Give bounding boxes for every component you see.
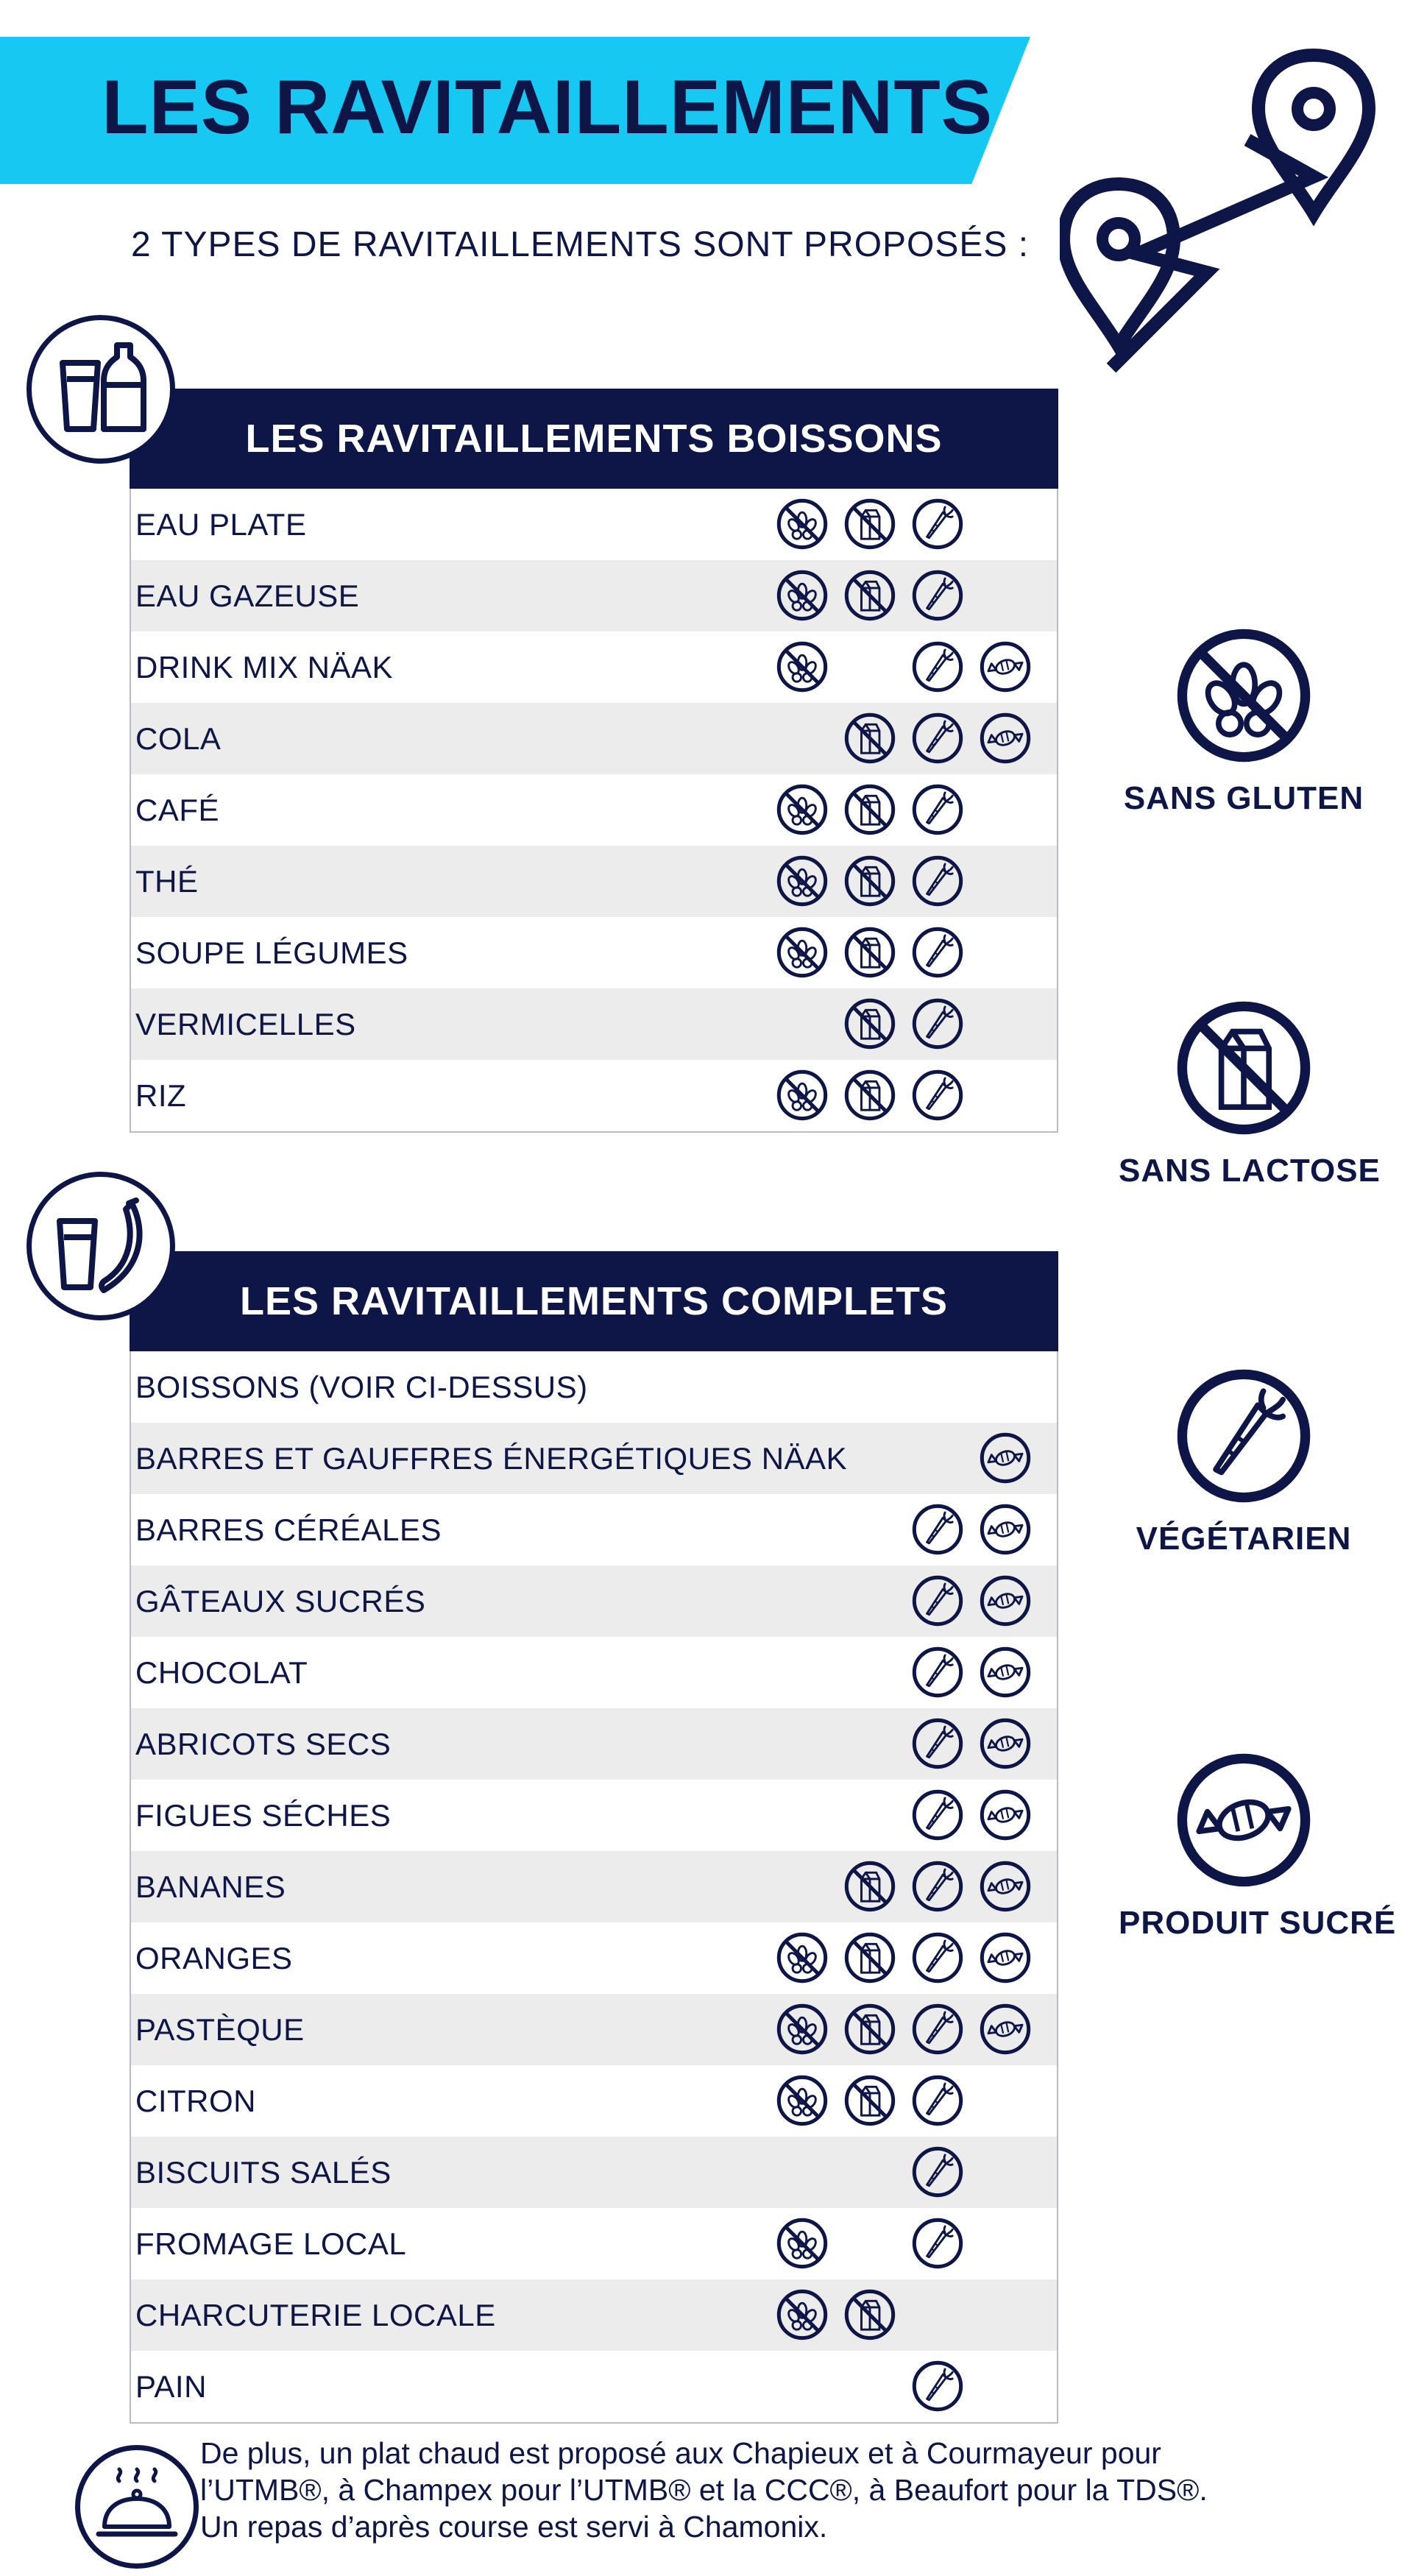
vegetarian-icon <box>911 640 964 693</box>
row-label: FIGUES SÉCHES <box>135 1797 392 1833</box>
sugar-icon <box>979 1860 1032 1913</box>
table-row <box>131 631 1057 703</box>
row-label: DRINK MIX NÄAK <box>135 649 394 684</box>
table-row <box>131 846 1057 917</box>
legend-sugar-label: PRODUIT SUCRÉ <box>1119 1905 1397 1941</box>
lactose-free-icon <box>843 712 896 765</box>
row-label: BISCUITS SALÉS <box>135 2154 392 2190</box>
lactose-free-icon <box>843 997 896 1050</box>
gluten-free-icon <box>776 926 829 979</box>
gluten-free-icon <box>776 2288 829 2341</box>
complete-table-body <box>131 1351 1057 2422</box>
row-label: RIZ <box>135 1078 187 1113</box>
row-label: FROMAGE LOCAL <box>135 2226 407 2261</box>
vegetarian-icon <box>911 1574 964 1627</box>
row-label: EAU GAZEUSE <box>135 578 360 613</box>
table-row <box>131 988 1057 1060</box>
table-row <box>131 2351 1057 2422</box>
legend-lactose-free-label: SANS LACTOSE <box>1119 1153 1381 1189</box>
drinks-table <box>130 389 1058 1133</box>
table-row <box>131 2208 1057 2279</box>
legend-sugar <box>1119 1750 1397 1942</box>
sugar-icon <box>979 1503 1032 1556</box>
legend-vegetarian-label: VÉGÉTARIEN <box>1136 1521 1352 1557</box>
vegetarian-icon <box>911 1503 964 1556</box>
gluten-free-icon <box>776 854 829 907</box>
candy-icon <box>1174 1750 1314 1890</box>
sugar-icon <box>979 1788 1032 1841</box>
table-row <box>131 1851 1057 1922</box>
map-route-icon <box>1060 44 1384 375</box>
legend-vegetarian <box>1119 1366 1369 1557</box>
vegetarian-icon <box>911 783 964 836</box>
table-row <box>131 1994 1057 2065</box>
complete-table <box>130 1251 1058 2424</box>
page-subtitle: 2 TYPES DE RAVITAILLEMENTS SONT PROPOSÉS : <box>131 225 1030 264</box>
gluten-free-icon <box>776 1931 829 1984</box>
footer-note <box>200 2435 1378 2545</box>
table-row <box>131 2279 1057 2351</box>
carrot-icon <box>1174 1366 1314 1506</box>
gluten-free-icon <box>776 498 829 551</box>
vegetarian-icon <box>911 1069 964 1122</box>
vegetarian-icon <box>911 1860 964 1913</box>
vegetarian-icon <box>911 569 964 622</box>
table-row <box>131 1060 1057 1131</box>
lactose-free-icon <box>843 1860 896 1913</box>
sugar-icon <box>979 1717 1032 1770</box>
gluten-free-icon <box>776 783 829 836</box>
legend-gluten-free <box>1119 626 1369 817</box>
table-row <box>131 1494 1057 1565</box>
table-row <box>131 703 1057 774</box>
sugar-icon <box>979 1646 1032 1699</box>
row-label: GÂTEAUX SUCRÉS <box>135 1583 426 1618</box>
row-label: PAIN <box>135 2368 207 2404</box>
gluten-free-icon <box>776 2217 829 2270</box>
row-label: CITRON <box>135 2083 256 2118</box>
table-row <box>131 2065 1057 2137</box>
vegetarian-icon <box>911 926 964 979</box>
table-row <box>131 1423 1057 1494</box>
table-row <box>131 1922 1057 1994</box>
no-milk-carton-icon <box>1174 998 1314 1138</box>
row-label: CHOCOLAT <box>135 1655 308 1690</box>
glass-and-bottle-icon <box>26 315 175 464</box>
row-label: ABRICOTS SECS <box>135 1726 392 1761</box>
lactose-free-icon <box>843 1931 896 1984</box>
legend-lactose-free <box>1119 998 1381 1189</box>
vegetarian-icon <box>911 2360 964 2413</box>
footer-line-1: De plus, un plat chaud est proposé aux Chapieux et à Courmayeur pour <box>200 2436 1161 2470</box>
lactose-free-icon <box>843 2074 896 2127</box>
lactose-free-icon <box>843 2288 896 2341</box>
legend-gluten-free-label: SANS GLUTEN <box>1123 780 1364 816</box>
row-label: SOUPE LÉGUMES <box>135 935 408 970</box>
row-label: EAU PLATE <box>135 506 307 542</box>
gluten-free-icon <box>776 1069 829 1122</box>
gluten-free-icon <box>776 2074 829 2127</box>
table-row <box>131 1637 1057 1708</box>
row-label: THÉ <box>135 863 199 899</box>
drinks-table-body <box>131 489 1057 1131</box>
vegetarian-icon <box>911 2217 964 2270</box>
cloche-icon <box>75 2445 199 2569</box>
complete-table-title: LES RAVITAILLEMENTS COMPLETS <box>130 1251 1058 1351</box>
table-row <box>131 1565 1057 1637</box>
table-row <box>131 774 1057 846</box>
lactose-free-icon <box>843 783 896 836</box>
table-row <box>131 1351 1057 1423</box>
row-label: BARRES ET GAUFFRES ÉNERGÉTIQUES NÄAK <box>135 1440 848 1476</box>
sugar-icon <box>979 1574 1032 1627</box>
row-label: BOISSONS (VOIR CI-DESSUS) <box>135 1369 588 1404</box>
row-label: BANANES <box>135 1869 286 1904</box>
row-label: BARRES CÉRÉALES <box>135 1512 442 1547</box>
table-row <box>131 489 1057 560</box>
lactose-free-icon <box>843 926 896 979</box>
lactose-free-icon <box>843 854 896 907</box>
vegetarian-icon <box>911 1646 964 1699</box>
footer-line-2: l’UTMB®, à Champex pour l’UTMB® et la CCC®, à Beaufort pour la TDS®. <box>200 2473 1208 2507</box>
vegetarian-icon <box>911 1717 964 1770</box>
vegetarian-icon <box>911 498 964 551</box>
sugar-icon <box>979 1432 1032 1485</box>
vegetarian-icon <box>911 2003 964 2056</box>
gluten-free-icon <box>776 2003 829 2056</box>
row-label: PASTÈQUE <box>135 2011 305 2047</box>
row-label: ORANGES <box>135 1940 293 1975</box>
table-row <box>131 560 1057 631</box>
footer-line-3: Un repas d’après course est servi à Chamonix. <box>200 2510 828 2544</box>
row-label: CAFÉ <box>135 792 220 827</box>
vegetarian-icon <box>911 854 964 907</box>
table-row <box>131 2137 1057 2208</box>
drinks-table-title: LES RAVITAILLEMENTS BOISSONS <box>130 389 1058 489</box>
table-row <box>131 917 1057 988</box>
table-row <box>131 1708 1057 1780</box>
row-label: VERMICELLES <box>135 1006 356 1041</box>
vegetarian-icon <box>911 997 964 1050</box>
vegetarian-icon <box>911 1788 964 1841</box>
row-label: COLA <box>135 721 222 756</box>
vegetarian-icon <box>911 1931 964 1984</box>
sugar-icon <box>979 712 1032 765</box>
glass-and-banana-icon <box>26 1172 175 1320</box>
vegetarian-icon <box>911 2145 964 2198</box>
gluten-free-icon <box>776 569 829 622</box>
no-wheat-icon <box>1174 626 1314 765</box>
vegetarian-icon <box>911 712 964 765</box>
vegetarian-icon <box>911 2074 964 2127</box>
sugar-icon <box>979 640 1032 693</box>
lactose-free-icon <box>843 2003 896 2056</box>
gluten-free-icon <box>776 640 829 693</box>
lactose-free-icon <box>843 569 896 622</box>
page-title: LES RAVITAILLEMENTS <box>102 65 994 150</box>
table-row <box>131 1780 1057 1851</box>
lactose-free-icon <box>843 1069 896 1122</box>
lactose-free-icon <box>843 498 896 551</box>
sugar-icon <box>979 2003 1032 2056</box>
sugar-icon <box>979 1931 1032 1984</box>
row-label: CHARCUTERIE LOCALE <box>135 2297 496 2332</box>
